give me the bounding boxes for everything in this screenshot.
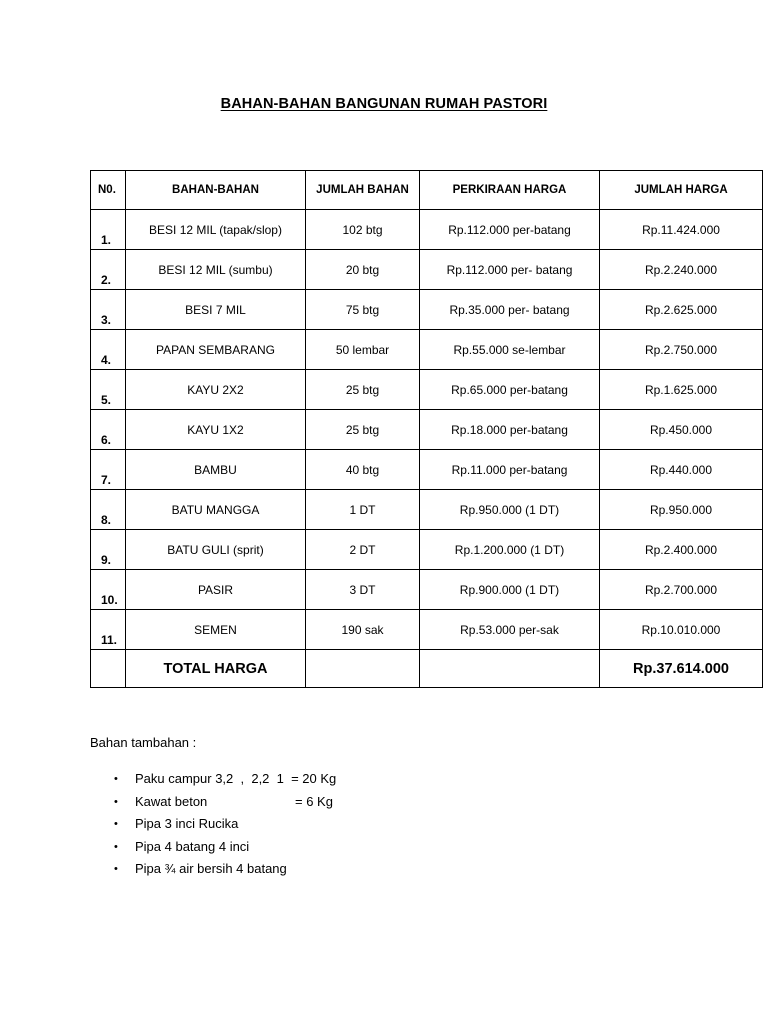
cell-quantity: 190 sak (306, 610, 420, 650)
cell-no: 10. (91, 570, 126, 610)
table-row (91, 330, 763, 370)
cell-quantity: 75 btg (306, 290, 420, 330)
cell-material: KAYU 2X2 (126, 370, 306, 410)
cell-estimate: Rp.55.000 se-lembar (420, 330, 600, 370)
cell-no: 4. (91, 330, 126, 370)
total-row-estimate (420, 650, 600, 688)
table-row (91, 450, 763, 490)
cell-no: 5. (91, 370, 126, 410)
cell-total: Rp.2.625.000 (600, 290, 763, 330)
list-item-text: Pipa 4 batang 4 inci (135, 838, 250, 854)
cell-estimate: Rp.1.200.000 (1 DT) (420, 530, 600, 570)
table-row (91, 210, 763, 250)
table-row (91, 530, 763, 570)
cell-estimate: Rp.65.000 per-batang (420, 370, 600, 410)
cell-estimate: Rp.950.000 (1 DT) (420, 490, 600, 530)
cell-material: BESI 12 MIL (sumbu) (126, 250, 306, 290)
header-estimate: PERKIRAAN HARGA (420, 171, 600, 210)
cell-quantity: 25 btg (306, 410, 420, 450)
cell-material: BESI 7 MIL (126, 290, 306, 330)
cell-estimate: Rp.112.000 per- batang (420, 250, 600, 290)
table-row (91, 290, 763, 330)
cell-no: 1. (91, 210, 126, 250)
cell-total: Rp.440.000 (600, 450, 763, 490)
cell-total: Rp.2.700.000 (600, 570, 763, 610)
cell-no: 9. (91, 530, 126, 570)
cell-total: Rp.10.010.000 (600, 610, 763, 650)
cell-total: Rp.1.625.000 (600, 370, 763, 410)
cell-estimate: Rp.18.000 per-batang (420, 410, 600, 450)
total-row-quantity (306, 650, 420, 688)
cell-quantity: 25 btg (306, 370, 420, 410)
table-row (91, 570, 763, 610)
cell-material: BESI 12 MIL (tapak/slop) (126, 210, 306, 250)
total-row-no (91, 650, 126, 688)
cell-total: Rp.450.000 (600, 410, 763, 450)
list-item-value: = 6 Kg (295, 793, 333, 809)
total-value: Rp.37.614.000 (600, 650, 763, 688)
cell-total: Rp.2.400.000 (600, 530, 763, 570)
cell-no: 8. (91, 490, 126, 530)
list-item-text: Pipa 3 inci Rucika (135, 816, 239, 831)
cell-estimate: Rp.11.000 per-batang (420, 450, 600, 490)
table-row (91, 490, 763, 530)
cell-material: PAPAN SEMBARANG (126, 330, 306, 370)
bullet-icon: • (114, 863, 118, 875)
materials-table (90, 170, 763, 688)
total-label: TOTAL HARGA (126, 650, 306, 688)
cell-quantity: 20 btg (306, 250, 420, 290)
cell-estimate: Rp.35.000 per- batang (420, 290, 600, 330)
document-title: BAHAN-BAHAN BANGUNAN RUMAH PASTORI (220, 96, 548, 112)
bullet-icon: • (114, 840, 118, 853)
list-item-text: Kawat beton (135, 793, 208, 809)
cell-total: Rp.2.240.000 (600, 250, 763, 290)
list-item-text: Pipa ¾ air bersih 4 batang (135, 861, 287, 876)
cell-no: 7. (91, 450, 126, 490)
cell-no: 2. (91, 250, 126, 290)
cell-estimate: Rp.112.000 per-batang (420, 210, 600, 250)
cell-material: SEMEN (126, 610, 306, 650)
cell-no: 3. (91, 290, 126, 330)
header-material: BAHAN-BAHAN (126, 171, 306, 210)
cell-no: 6. (91, 410, 126, 450)
table-row (91, 370, 763, 410)
cell-material: BAMBU (126, 450, 306, 490)
cell-quantity: 2 DT (306, 530, 420, 570)
cell-total: Rp.950.000 (600, 490, 763, 530)
cell-material: BATU GULI (sprit) (126, 530, 306, 570)
cell-quantity: 3 DT (306, 570, 420, 610)
list-item-text: Paku campur 3,2 , 2,2 1 = 20 Kg (135, 771, 337, 786)
cell-quantity: 1 DT (306, 490, 420, 530)
cell-quantity: 40 btg (306, 450, 420, 490)
table-row (91, 250, 763, 290)
cell-total: Rp.2.750.000 (600, 330, 763, 370)
cell-estimate: Rp.53.000 per-sak (420, 610, 600, 650)
bullet-icon: • (114, 773, 118, 785)
cell-quantity: 102 btg (306, 210, 420, 250)
total-row (91, 650, 763, 688)
cell-material: BATU MANGGA (126, 490, 306, 530)
table-row (91, 410, 763, 450)
table-row (91, 610, 763, 650)
cell-material: PASIR (126, 570, 306, 610)
table-body (91, 210, 763, 650)
cell-material: KAYU 1X2 (126, 410, 306, 450)
table-header-row (91, 171, 763, 210)
cell-estimate: Rp.900.000 (1 DT) (420, 570, 600, 610)
bullet-icon: • (114, 795, 118, 808)
extras-heading: Bahan tambahan : (90, 735, 197, 750)
header-quantity: JUMLAH BAHAN (306, 171, 420, 210)
cell-no: 11. (91, 610, 126, 650)
cell-total: Rp.11.424.000 (600, 210, 763, 250)
bullet-icon: • (114, 818, 118, 830)
header-total: JUMLAH HARGA (600, 171, 763, 210)
cell-quantity: 50 lembar (306, 330, 420, 370)
header-no: N0. (91, 171, 126, 210)
